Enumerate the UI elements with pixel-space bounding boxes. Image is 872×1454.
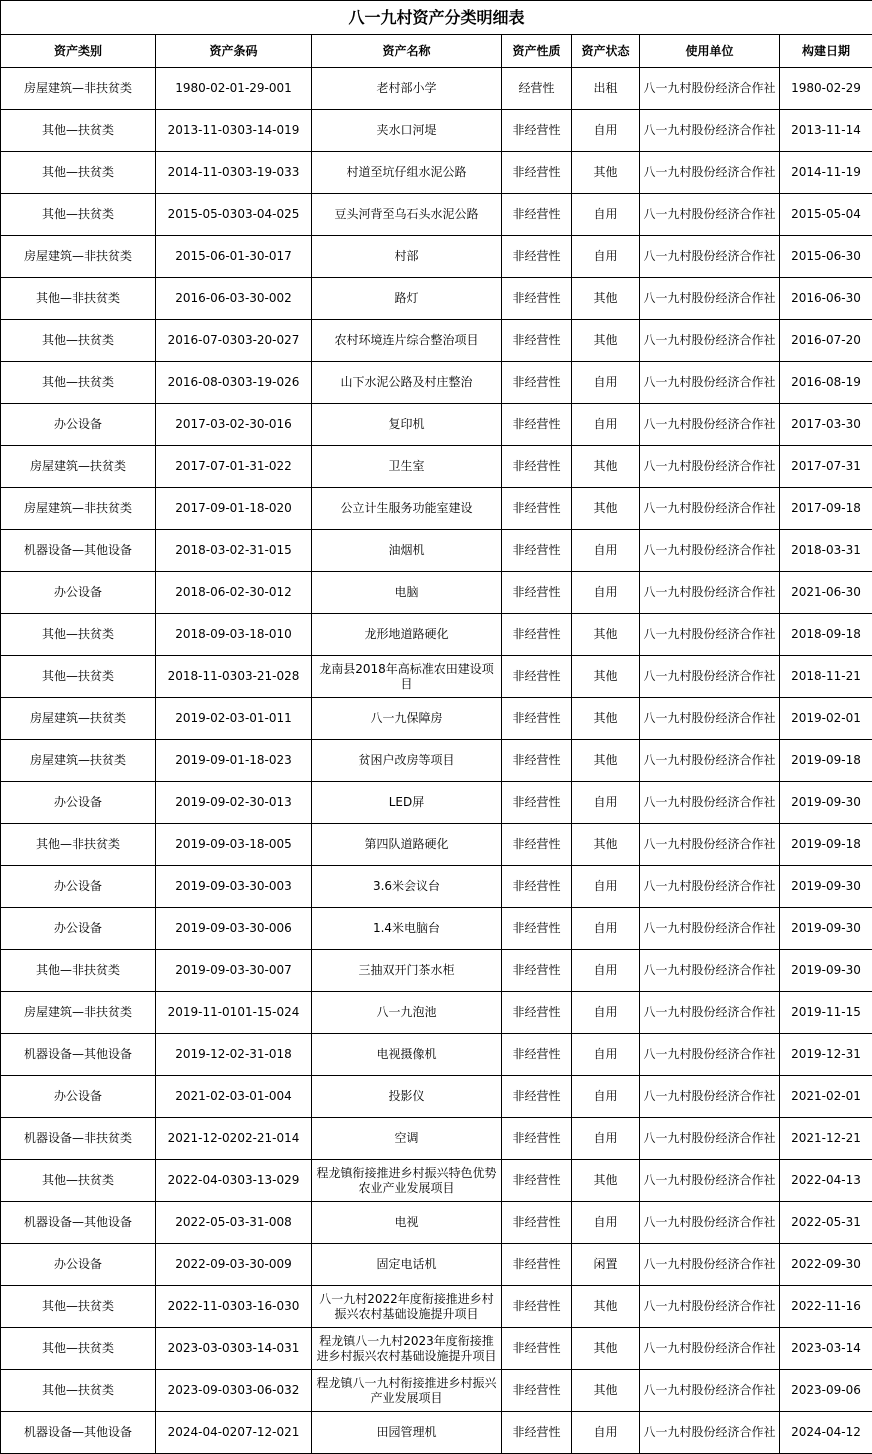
cell-asset-name: 贫困户改房等项目 <box>312 740 502 782</box>
cell-asset-status: 自用 <box>572 908 640 950</box>
cell-build-date: 2022-11-16 <box>780 1286 872 1328</box>
cell-build-date: 2019-09-30 <box>780 866 872 908</box>
cell-asset-barcode: 2022-11-0303-16-030 <box>156 1286 312 1328</box>
cell-build-date: 2021-12-21 <box>780 1118 872 1160</box>
table-row <box>1 404 872 446</box>
cell-asset-status: 闲置 <box>572 1244 640 1286</box>
cell-asset-barcode: 2019-11-0101-15-024 <box>156 992 312 1034</box>
table-row <box>1 1286 872 1328</box>
cell-asset-status: 自用 <box>572 1202 640 1244</box>
cell-asset-name: 电视 <box>312 1202 502 1244</box>
cell-asset-name: 程龙镇八一九村衔接推进乡村振兴产业发展项目 <box>312 1370 502 1412</box>
cell-asset-status: 自用 <box>572 1412 640 1454</box>
cell-asset-nature: 非经营性 <box>502 740 572 782</box>
cell-asset-category: 办公设备 <box>1 866 156 908</box>
cell-user-unit: 八一九村股份经济合作社 <box>640 1076 780 1118</box>
cell-build-date: 2019-12-31 <box>780 1034 872 1076</box>
header-asset-status: 资产状态 <box>572 35 640 68</box>
cell-asset-barcode: 2022-04-0303-13-029 <box>156 1160 312 1202</box>
cell-user-unit: 八一九村股份经济合作社 <box>640 1244 780 1286</box>
cell-asset-category: 办公设备 <box>1 1076 156 1118</box>
cell-asset-nature: 非经营性 <box>502 110 572 152</box>
cell-user-unit: 八一九村股份经济合作社 <box>640 1370 780 1412</box>
cell-asset-nature: 非经营性 <box>502 866 572 908</box>
cell-asset-category: 其他—扶贫类 <box>1 1328 156 1370</box>
cell-asset-nature: 非经营性 <box>502 950 572 992</box>
cell-user-unit: 八一九村股份经济合作社 <box>640 488 780 530</box>
cell-asset-name: 村道至坑仔组水泥公路 <box>312 152 502 194</box>
table-row <box>1 1244 872 1286</box>
table-row <box>1 824 872 866</box>
cell-asset-category: 房屋建筑—扶贫类 <box>1 698 156 740</box>
cell-asset-status: 自用 <box>572 110 640 152</box>
cell-asset-status: 自用 <box>572 1076 640 1118</box>
table-title: 八一九村资产分类明细表 <box>1 1 872 35</box>
cell-asset-category: 房屋建筑—扶贫类 <box>1 740 156 782</box>
cell-build-date: 2022-05-31 <box>780 1202 872 1244</box>
cell-asset-name: 第四队道路硬化 <box>312 824 502 866</box>
cell-asset-nature: 非经营性 <box>502 446 572 488</box>
cell-asset-barcode: 2018-09-03-18-010 <box>156 614 312 656</box>
cell-asset-name: 田园管理机 <box>312 1412 502 1454</box>
cell-asset-name: 固定电话机 <box>312 1244 502 1286</box>
cell-user-unit: 八一九村股份经济合作社 <box>640 404 780 446</box>
cell-asset-status: 其他 <box>572 1160 640 1202</box>
cell-build-date: 2021-06-30 <box>780 572 872 614</box>
cell-asset-nature: 非经营性 <box>502 1244 572 1286</box>
cell-build-date: 2017-03-30 <box>780 404 872 446</box>
table-row <box>1 740 872 782</box>
cell-asset-name: 3.6米会议台 <box>312 866 502 908</box>
cell-user-unit: 八一九村股份经济合作社 <box>640 530 780 572</box>
cell-asset-nature: 非经营性 <box>502 1160 572 1202</box>
cell-asset-status: 其他 <box>572 1286 640 1328</box>
table-row <box>1 698 872 740</box>
table-row <box>1 992 872 1034</box>
cell-asset-category: 其他—非扶贫类 <box>1 278 156 320</box>
cell-user-unit: 八一九村股份经济合作社 <box>640 698 780 740</box>
cell-asset-category: 机器设备—其他设备 <box>1 530 156 572</box>
table-row <box>1 1034 872 1076</box>
cell-asset-nature: 非经营性 <box>502 1328 572 1370</box>
cell-asset-status: 自用 <box>572 1118 640 1160</box>
cell-asset-status: 其他 <box>572 152 640 194</box>
table-row <box>1 950 872 992</box>
cell-asset-nature: 非经营性 <box>502 1412 572 1454</box>
cell-asset-barcode: 2019-12-02-31-018 <box>156 1034 312 1076</box>
cell-user-unit: 八一九村股份经济合作社 <box>640 1118 780 1160</box>
cell-user-unit: 八一九村股份经济合作社 <box>640 362 780 404</box>
table-body <box>1 68 872 1454</box>
cell-user-unit: 八一九村股份经济合作社 <box>640 782 780 824</box>
cell-asset-category: 其他—扶贫类 <box>1 614 156 656</box>
cell-asset-status: 其他 <box>572 278 640 320</box>
cell-asset-nature: 非经营性 <box>502 698 572 740</box>
cell-build-date: 1980-02-29 <box>780 68 872 110</box>
cell-user-unit: 八一九村股份经济合作社 <box>640 152 780 194</box>
cell-asset-status: 自用 <box>572 1034 640 1076</box>
cell-asset-name: 路灯 <box>312 278 502 320</box>
cell-asset-name: 八一九村2022年度衔接推进乡村振兴农村基础设施提升项目 <box>312 1286 502 1328</box>
cell-asset-category: 房屋建筑—非扶贫类 <box>1 488 156 530</box>
cell-asset-barcode: 2019-02-03-01-011 <box>156 698 312 740</box>
cell-build-date: 2024-04-12 <box>780 1412 872 1454</box>
cell-asset-nature: 非经营性 <box>502 152 572 194</box>
cell-build-date: 2017-09-18 <box>780 488 872 530</box>
cell-asset-category: 房屋建筑—扶贫类 <box>1 446 156 488</box>
header-asset-category: 资产类别 <box>1 35 156 68</box>
cell-user-unit: 八一九村股份经济合作社 <box>640 278 780 320</box>
cell-build-date: 2019-09-30 <box>780 782 872 824</box>
cell-user-unit: 八一九村股份经济合作社 <box>640 1412 780 1454</box>
cell-asset-barcode: 2024-04-0207-12-021 <box>156 1412 312 1454</box>
table-row <box>1 1370 872 1412</box>
header-user-unit: 使用单位 <box>640 35 780 68</box>
table-row <box>1 530 872 572</box>
cell-asset-status: 自用 <box>572 194 640 236</box>
cell-user-unit: 八一九村股份经济合作社 <box>640 1034 780 1076</box>
cell-build-date: 2018-03-31 <box>780 530 872 572</box>
cell-asset-name: 程龙镇八一九村2023年度衔接推进乡村振兴农村基础设施提升项目 <box>312 1328 502 1370</box>
cell-asset-category: 房屋建筑—非扶贫类 <box>1 68 156 110</box>
cell-asset-barcode: 2019-09-02-30-013 <box>156 782 312 824</box>
cell-asset-barcode: 2022-09-03-30-009 <box>156 1244 312 1286</box>
cell-asset-category: 其他—非扶贫类 <box>1 824 156 866</box>
cell-asset-status: 其他 <box>572 614 640 656</box>
table-row <box>1 1118 872 1160</box>
cell-asset-category: 办公设备 <box>1 908 156 950</box>
cell-asset-nature: 非经营性 <box>502 1118 572 1160</box>
cell-asset-category: 其他—非扶贫类 <box>1 950 156 992</box>
cell-asset-barcode: 2018-03-02-31-015 <box>156 530 312 572</box>
cell-build-date: 2015-06-30 <box>780 236 872 278</box>
cell-build-date: 2016-08-19 <box>780 362 872 404</box>
cell-user-unit: 八一九村股份经济合作社 <box>640 824 780 866</box>
cell-asset-nature: 非经营性 <box>502 572 572 614</box>
cell-asset-nature: 非经营性 <box>502 824 572 866</box>
cell-user-unit: 八一九村股份经济合作社 <box>640 236 780 278</box>
cell-asset-barcode: 2015-06-01-30-017 <box>156 236 312 278</box>
cell-asset-name: 村部 <box>312 236 502 278</box>
table-row <box>1 110 872 152</box>
cell-asset-status: 其他 <box>572 1328 640 1370</box>
cell-user-unit: 八一九村股份经济合作社 <box>640 866 780 908</box>
cell-asset-barcode: 2019-09-01-18-023 <box>156 740 312 782</box>
cell-build-date: 2015-05-04 <box>780 194 872 236</box>
cell-asset-name: 1.4米电脑台 <box>312 908 502 950</box>
cell-asset-name: 电视摄像机 <box>312 1034 502 1076</box>
cell-asset-status: 自用 <box>572 362 640 404</box>
cell-asset-status: 自用 <box>572 866 640 908</box>
cell-asset-status: 其他 <box>572 446 640 488</box>
cell-build-date: 2023-03-14 <box>780 1328 872 1370</box>
cell-asset-nature: 非经营性 <box>502 1286 572 1328</box>
header-asset-nature: 资产性质 <box>502 35 572 68</box>
cell-asset-name: 公立计生服务功能室建设 <box>312 488 502 530</box>
table-row <box>1 1160 872 1202</box>
cell-asset-name: 老村部小学 <box>312 68 502 110</box>
cell-asset-status: 自用 <box>572 404 640 446</box>
cell-user-unit: 八一九村股份经济合作社 <box>640 110 780 152</box>
cell-build-date: 2019-09-30 <box>780 908 872 950</box>
cell-asset-barcode: 2021-12-0202-21-014 <box>156 1118 312 1160</box>
cell-asset-status: 出租 <box>572 68 640 110</box>
cell-asset-nature: 非经营性 <box>502 1076 572 1118</box>
cell-asset-category: 办公设备 <box>1 572 156 614</box>
cell-asset-category: 办公设备 <box>1 1244 156 1286</box>
cell-build-date: 2022-09-30 <box>780 1244 872 1286</box>
cell-asset-nature: 非经营性 <box>502 404 572 446</box>
cell-asset-barcode: 2016-08-0303-19-026 <box>156 362 312 404</box>
cell-build-date: 2019-02-01 <box>780 698 872 740</box>
table-row <box>1 320 872 362</box>
table-row <box>1 236 872 278</box>
cell-asset-category: 办公设备 <box>1 782 156 824</box>
cell-asset-nature: 非经营性 <box>502 1370 572 1412</box>
cell-asset-barcode: 2017-07-01-31-022 <box>156 446 312 488</box>
cell-asset-name: 八一九保障房 <box>312 698 502 740</box>
cell-asset-barcode: 2017-03-02-30-016 <box>156 404 312 446</box>
cell-user-unit: 八一九村股份经济合作社 <box>640 1286 780 1328</box>
table-row <box>1 1412 872 1454</box>
table-row <box>1 1328 872 1370</box>
cell-asset-category: 其他—扶贫类 <box>1 1370 156 1412</box>
cell-asset-barcode: 2016-07-0303-20-027 <box>156 320 312 362</box>
cell-asset-nature: 非经营性 <box>502 614 572 656</box>
table-row <box>1 194 872 236</box>
cell-asset-nature: 非经营性 <box>502 362 572 404</box>
cell-build-date: 2022-04-13 <box>780 1160 872 1202</box>
cell-asset-nature: 非经营性 <box>502 488 572 530</box>
cell-asset-category: 其他—扶贫类 <box>1 110 156 152</box>
cell-build-date: 2016-06-30 <box>780 278 872 320</box>
cell-asset-name: 程龙镇衔接推进乡村振兴特色优势农业产业发展项目 <box>312 1160 502 1202</box>
cell-asset-nature: 非经营性 <box>502 194 572 236</box>
cell-asset-status: 其他 <box>572 698 640 740</box>
table-row <box>1 68 872 110</box>
cell-asset-barcode: 2015-05-0303-04-025 <box>156 194 312 236</box>
cell-asset-name: 龙南县2018年高标准农田建设项目 <box>312 656 502 698</box>
table-row <box>1 488 872 530</box>
cell-asset-barcode: 2023-03-0303-14-031 <box>156 1328 312 1370</box>
cell-asset-name: 八一九泡池 <box>312 992 502 1034</box>
cell-user-unit: 八一九村股份经济合作社 <box>640 1328 780 1370</box>
cell-asset-barcode: 2019-09-03-30-007 <box>156 950 312 992</box>
cell-build-date: 2016-07-20 <box>780 320 872 362</box>
cell-asset-status: 自用 <box>572 782 640 824</box>
cell-asset-barcode: 2019-09-03-30-003 <box>156 866 312 908</box>
cell-asset-status: 自用 <box>572 950 640 992</box>
cell-asset-status: 其他 <box>572 740 640 782</box>
table-row <box>1 572 872 614</box>
cell-asset-name: 豆头河背至乌石头水泥公路 <box>312 194 502 236</box>
table-row <box>1 1076 872 1118</box>
cell-asset-category: 其他—扶贫类 <box>1 194 156 236</box>
cell-asset-barcode: 2017-09-01-18-020 <box>156 488 312 530</box>
cell-asset-status: 其他 <box>572 320 640 362</box>
table-row <box>1 656 872 698</box>
table-row <box>1 782 872 824</box>
cell-asset-status: 其他 <box>572 824 640 866</box>
cell-build-date: 2019-09-18 <box>780 824 872 866</box>
cell-asset-nature: 非经营性 <box>502 1034 572 1076</box>
cell-asset-nature: 非经营性 <box>502 656 572 698</box>
cell-asset-name: 三抽双开门茶水柜 <box>312 950 502 992</box>
cell-asset-status: 自用 <box>572 530 640 572</box>
cell-asset-nature: 非经营性 <box>502 1202 572 1244</box>
header-build-date: 构建日期 <box>780 35 872 68</box>
cell-asset-nature: 非经营性 <box>502 278 572 320</box>
table-row <box>1 362 872 404</box>
cell-asset-name: LED屏 <box>312 782 502 824</box>
cell-asset-name: 电脑 <box>312 572 502 614</box>
cell-asset-status: 自用 <box>572 236 640 278</box>
cell-asset-barcode: 2019-09-03-30-006 <box>156 908 312 950</box>
cell-asset-category: 机器设备—其他设备 <box>1 1202 156 1244</box>
cell-user-unit: 八一九村股份经济合作社 <box>640 1160 780 1202</box>
table-row <box>1 866 872 908</box>
cell-asset-status: 自用 <box>572 572 640 614</box>
cell-asset-nature: 非经营性 <box>502 236 572 278</box>
cell-build-date: 2019-09-18 <box>780 740 872 782</box>
cell-asset-status: 其他 <box>572 1370 640 1412</box>
table-row <box>1 1202 872 1244</box>
cell-user-unit: 八一九村股份经济合作社 <box>640 656 780 698</box>
cell-asset-name: 农村环境连片综合整治项目 <box>312 320 502 362</box>
cell-user-unit: 八一九村股份经济合作社 <box>640 320 780 362</box>
table-row <box>1 614 872 656</box>
cell-asset-nature: 非经营性 <box>502 782 572 824</box>
cell-user-unit: 八一九村股份经济合作社 <box>640 614 780 656</box>
cell-user-unit: 八一九村股份经济合作社 <box>640 992 780 1034</box>
cell-user-unit: 八一九村股份经济合作社 <box>640 908 780 950</box>
cell-asset-name: 卫生室 <box>312 446 502 488</box>
cell-build-date: 2023-09-06 <box>780 1370 872 1412</box>
cell-asset-status: 自用 <box>572 992 640 1034</box>
cell-build-date: 2018-11-21 <box>780 656 872 698</box>
cell-user-unit: 八一九村股份经济合作社 <box>640 194 780 236</box>
cell-asset-nature: 非经营性 <box>502 530 572 572</box>
cell-asset-name: 夹水口河堤 <box>312 110 502 152</box>
cell-asset-nature: 非经营性 <box>502 320 572 362</box>
cell-asset-status: 其他 <box>572 656 640 698</box>
cell-asset-name: 空调 <box>312 1118 502 1160</box>
cell-asset-name: 复印机 <box>312 404 502 446</box>
cell-asset-nature: 非经营性 <box>502 992 572 1034</box>
cell-asset-category: 其他—扶贫类 <box>1 1160 156 1202</box>
cell-asset-category: 机器设备—其他设备 <box>1 1034 156 1076</box>
cell-asset-category: 机器设备—非扶贫类 <box>1 1118 156 1160</box>
cell-asset-category: 机器设备—其他设备 <box>1 1412 156 1454</box>
cell-asset-name: 山下水泥公路及村庄整治 <box>312 362 502 404</box>
cell-build-date: 2018-09-18 <box>780 614 872 656</box>
cell-asset-barcode: 2019-09-03-18-005 <box>156 824 312 866</box>
cell-build-date: 2021-02-01 <box>780 1076 872 1118</box>
cell-asset-barcode: 2021-02-03-01-004 <box>156 1076 312 1118</box>
cell-user-unit: 八一九村股份经济合作社 <box>640 446 780 488</box>
cell-asset-barcode: 2018-06-02-30-012 <box>156 572 312 614</box>
cell-asset-category: 房屋建筑—非扶贫类 <box>1 236 156 278</box>
cell-user-unit: 八一九村股份经济合作社 <box>640 950 780 992</box>
table-row <box>1 152 872 194</box>
table-row <box>1 278 872 320</box>
cell-asset-barcode: 2023-09-0303-06-032 <box>156 1370 312 1412</box>
header-asset-barcode: 资产条码 <box>156 35 312 68</box>
cell-asset-barcode: 2013-11-0303-14-019 <box>156 110 312 152</box>
cell-asset-category: 其他—扶贫类 <box>1 152 156 194</box>
cell-build-date: 2014-11-19 <box>780 152 872 194</box>
cell-asset-name: 油烟机 <box>312 530 502 572</box>
cell-asset-barcode: 2014-11-0303-19-033 <box>156 152 312 194</box>
cell-build-date: 2013-11-14 <box>780 110 872 152</box>
table-row <box>1 908 872 950</box>
header-asset-name: 资产名称 <box>312 35 502 68</box>
cell-user-unit: 八一九村股份经济合作社 <box>640 1202 780 1244</box>
cell-asset-name: 投影仪 <box>312 1076 502 1118</box>
cell-asset-category: 其他—扶贫类 <box>1 362 156 404</box>
cell-asset-category: 房屋建筑—非扶贫类 <box>1 992 156 1034</box>
cell-asset-category: 办公设备 <box>1 404 156 446</box>
cell-build-date: 2017-07-31 <box>780 446 872 488</box>
cell-asset-category: 其他—扶贫类 <box>1 320 156 362</box>
cell-asset-category: 其他—扶贫类 <box>1 1286 156 1328</box>
cell-asset-nature: 经营性 <box>502 68 572 110</box>
cell-asset-barcode: 2022-05-03-31-008 <box>156 1202 312 1244</box>
cell-asset-status: 其他 <box>572 488 640 530</box>
cell-asset-barcode: 2018-11-0303-21-028 <box>156 656 312 698</box>
cell-user-unit: 八一九村股份经济合作社 <box>640 572 780 614</box>
table-row <box>1 446 872 488</box>
cell-build-date: 2019-11-15 <box>780 992 872 1034</box>
cell-asset-barcode: 1980-02-01-29-001 <box>156 68 312 110</box>
cell-asset-name: 龙形地道路硬化 <box>312 614 502 656</box>
cell-asset-category: 其他—扶贫类 <box>1 656 156 698</box>
cell-user-unit: 八一九村股份经济合作社 <box>640 68 780 110</box>
cell-user-unit: 八一九村股份经济合作社 <box>640 740 780 782</box>
cell-asset-nature: 非经营性 <box>502 908 572 950</box>
cell-build-date: 2019-09-30 <box>780 950 872 992</box>
cell-asset-barcode: 2016-06-03-30-002 <box>156 278 312 320</box>
